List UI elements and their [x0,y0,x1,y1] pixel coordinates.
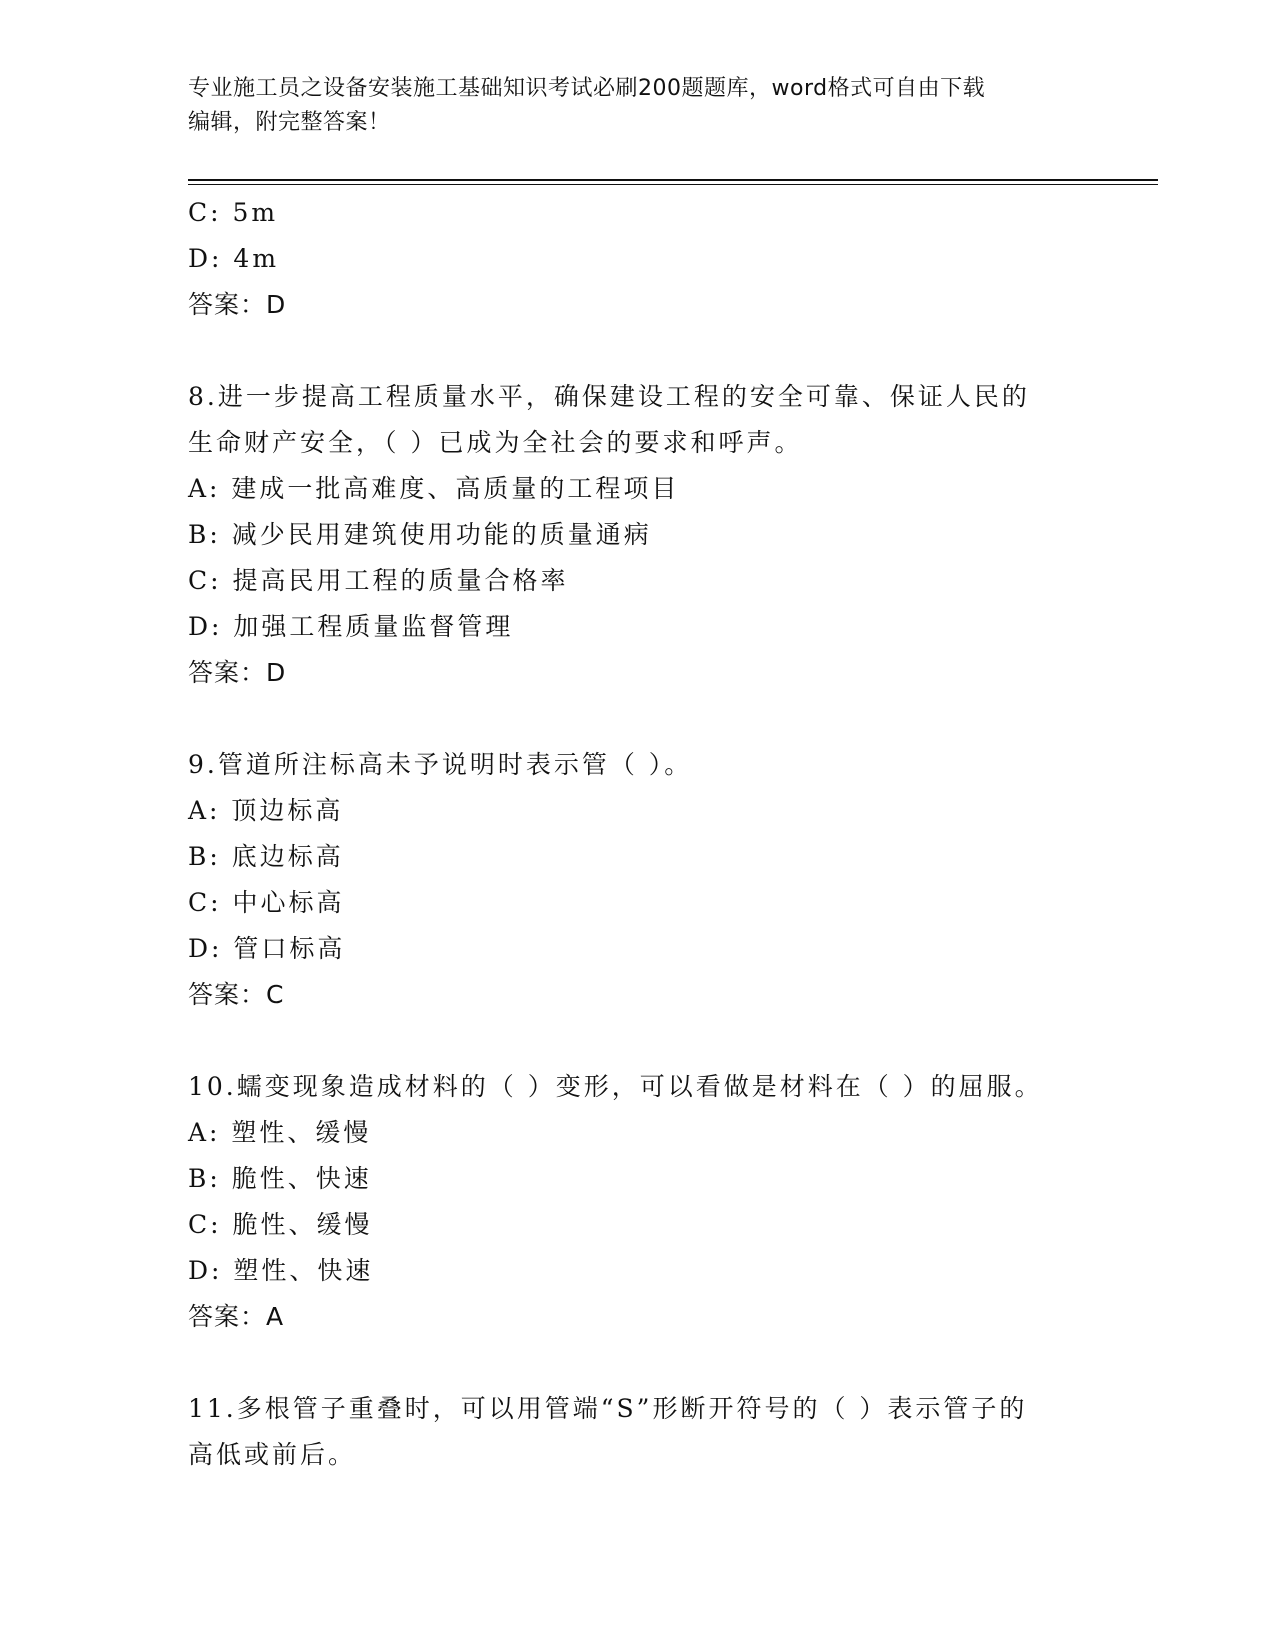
option-d: D: 塑性、快速 [188,1256,374,1285]
question-stem: 9.管道所注标高未予说明时表示管（ ）。 [188,750,693,779]
option-d: D: 加强工程质量监督管理 [188,612,514,641]
option-b: B: 底边标高 [188,842,344,871]
question-7 [188,190,1148,328]
option-d: D: 4m [188,244,280,273]
question-stem: 8.进一步提高工程质量水平，确保建设工程的安全可靠、保证人民的 [188,382,1030,411]
option-c: C: 提高民用工程的质量合格率 [188,566,569,595]
spacer [188,328,1148,374]
question-11 [188,1386,1148,1478]
header-line-2: 编辑，附完整答案！ [188,110,391,135]
option-c: C: 5m [188,198,279,227]
option-a: A: 顶边标高 [188,796,344,825]
question-stem: 生命财产安全，（ ）已成为全社会的要求和呼声。 [188,428,803,457]
answer-line: 答案：D [188,658,287,687]
option-b: B: 脆性、快速 [188,1164,372,1193]
header-divider-thin [188,184,1158,185]
question-10 [188,1064,1148,1340]
answer-line: 答案：D [188,290,287,319]
spacer [188,1340,1148,1386]
header-divider-thick [188,179,1158,181]
question-9 [188,742,1148,1018]
option-c: C: 中心标高 [188,888,345,917]
option-d: D: 管口标高 [188,934,346,963]
option-b: B: 减少民用建筑使用功能的质量通病 [188,520,652,549]
spacer [188,696,1148,742]
question-stem: 高低或前后。 [188,1440,357,1469]
option-c: C: 脆性、缓慢 [188,1210,373,1239]
question-stem: 11.多根管子重叠时，可以用管端“S”形断开符号的（ ）表示管子的 [188,1394,1028,1423]
answer-line: 答案：A [188,1302,285,1331]
document-header [188,72,1088,140]
answer-line: 答案：C [188,980,285,1009]
spacer [188,1018,1148,1064]
question-content [188,190,1148,1478]
option-a: A: 塑性、缓慢 [188,1118,372,1147]
option-a: A: 建成一批高难度、高质量的工程项目 [188,474,680,503]
question-stem: 10.蠕变现象造成材料的（ ）变形，可以看做是材料在（ ）的屈服。 [188,1072,1043,1101]
header-line-1: 专业施工员之设备安装施工基础知识考试必刷200题题库，word格式可自由下载 [188,76,986,101]
question-8 [188,374,1148,696]
